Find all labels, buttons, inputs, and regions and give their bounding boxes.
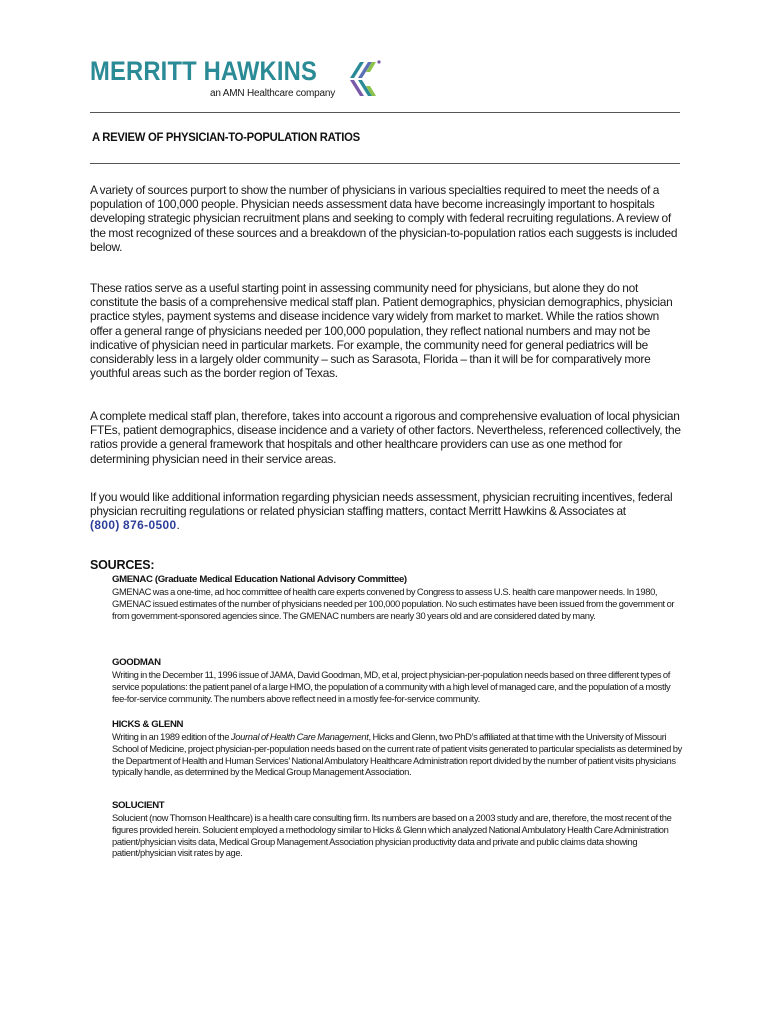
source-gmenac — [112, 574, 682, 621]
logo-chevron-icon — [342, 56, 384, 98]
source-title: GMENAC (Graduate Medical Education National Advisory Committee) — [112, 574, 407, 585]
document-title: A REVIEW OF PHYSICIAN-TO-POPULATION RATIOS — [92, 130, 360, 144]
company-logo — [90, 56, 390, 106]
source-description — [112, 731, 682, 778]
journal-name: Journal of Health Care Management — [230, 731, 369, 742]
source-title: HICKS & GLENN — [112, 719, 184, 730]
source-solucient — [112, 800, 682, 859]
source-description: Solucient (now Thomson Healthcare) is a health care consulting firm. Its numbers are based on a 2003 study and are, therefore, the most recent of the figures provided herein. Solucient employed a methodology similar to Hicks & Glenn which analyzed National Ambulatory Health Care Administration patient/physician visits data, Medical Group Management Association physician productivity data and private and public claims data showing patient/physician visit rates by age. — [112, 812, 672, 859]
staff-plan-paragraph: A complete medical staff plan, therefore, takes into account a rigorous and comprehensive evaluation of local physician FTEs, patient demographics, disease incidence and a variety of other factors. Nevertheless, referenced collectively, the ratios provide a general framework that hospitals and other healthcare providers can use as one method for determining physician need in their service areas. — [90, 409, 681, 466]
contact-period: . — [176, 518, 180, 533]
source-hicks-glenn — [112, 719, 682, 778]
source-description-start: Writing in an 1989 edition of the — [112, 731, 231, 742]
logo-tagline: an AMN Healthcare company — [210, 88, 336, 99]
contact-phone-link[interactable]: (800) 876-0500 — [90, 518, 177, 533]
source-title: GOODMAN — [112, 657, 161, 668]
sources-heading: SOURCES: — [90, 558, 155, 572]
contact-paragraph — [90, 490, 682, 533]
source-description-end: , Hicks and Glenn, two PhD’s affiliated at that time with the University of Missouri School of Medicine, project physician-per-population needs based on the current rate of patient visits generated to particular specialists as determined by the Department of Health and Human Services’ National Ambulatory Healthcare Administration report divided by the number of patient visits physicians typically handle, as determined by the Medical Group Management Association. — [112, 731, 682, 778]
source-goodman — [112, 657, 682, 704]
source-description: GMENAC was a one-time, ad hoc committee of health care experts convened by Congress to assess U.S. health care manpower needs. In 1980, GMENAC issued estimates of the number of physicians needed per 100,000 population. No such estimates have been issued from the government or from government-sponsored agencies since. The GMENAC numbers are nearly 30 years old and are considered dated by many. — [112, 586, 675, 621]
source-description: Writing in the December 11, 1996 issue of JAMA, David Goodman, MD, et al, project physician-per-population needs based on three different types of service populations: the patient panel of a large HMO, the population of a community with a high level of managed care, and the population of a mostly fee-for-service community. The numbers above reflect need in a mostly fee-for-service community. — [112, 669, 671, 704]
logo-wordmark: MERRITT HAWKINS — [90, 56, 318, 86]
intro-paragraph: A variety of sources purport to show the number of physicians in various specialties required to meet the needs of a population of 100,000 people. Physician needs assessment data have become increasingly important to hospitals developing strategic physician recruitment plans and seeking to comply with federal recruiting regulations. A review of the most recognized of these sources and a breakdown of the physician-to-population ratios each suggests is included below. — [90, 183, 678, 254]
source-title: SOLUCIENT — [112, 800, 165, 811]
contact-text: If you would like additional information regarding physician needs assessment, physician recruiting incentives, federal physician recruiting regulations or related physician staffing matters, contact Merritt Hawkins & Associates at — [90, 490, 673, 519]
header-divider — [90, 112, 680, 113]
title-divider — [90, 163, 680, 164]
ratios-paragraph: These ratios serve as a useful starting point in assessing community need for physicians, but alone they do not constitute the basis of a comprehensive medical staff plan. Patient demographics, physician demographics, physician practice styles, payment systems and disease incidence vary widely from market to market. While the ratios shown offer a general range of physicians needed per 100,000 population, they reflect national numbers and may not be indicative of physician need in particular markets. For example, the community need for general pediatrics will be considerably less in a largely older community – such as Sarasota, Florida – than it will be for comparatively more youthful areas such as the border region of Texas. — [90, 281, 673, 381]
